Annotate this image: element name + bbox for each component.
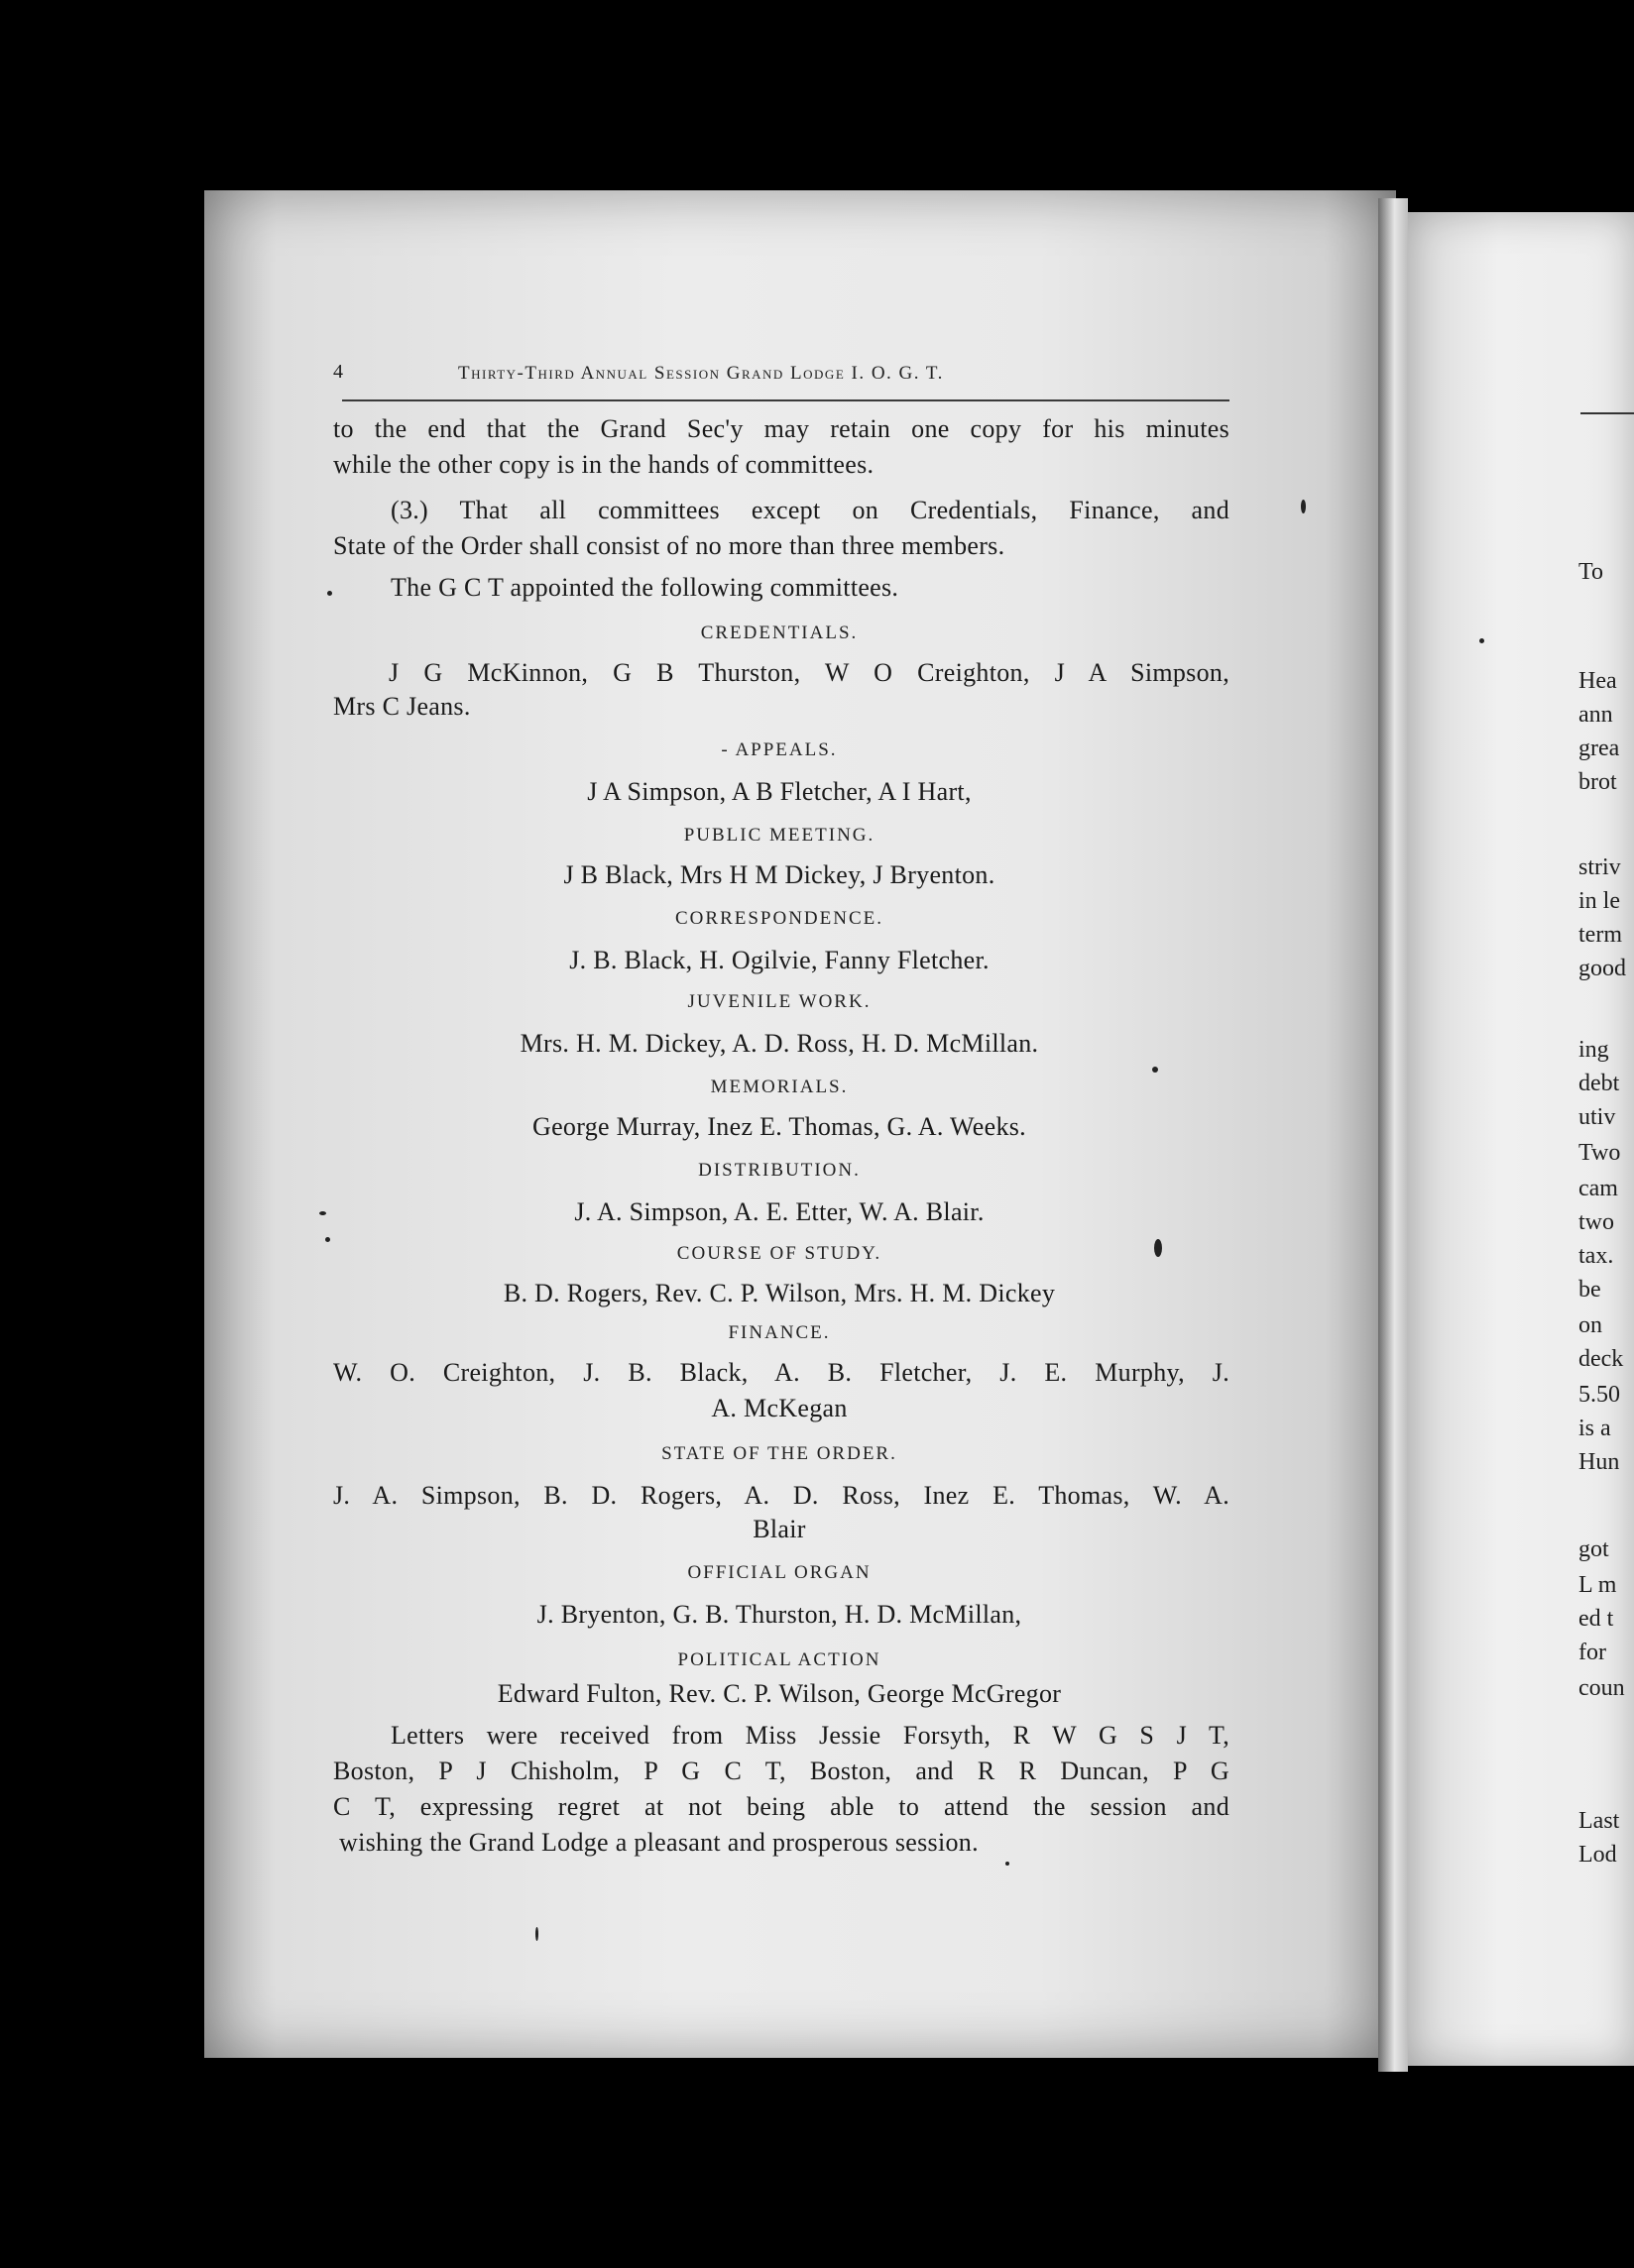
right-page-fragment: term [1578, 922, 1622, 948]
right-page-fragment: got [1578, 1536, 1609, 1562]
scan-speck [327, 591, 332, 596]
committee-heading-memorials: MEMORIALS. [710, 1077, 849, 1097]
committee-heading-public-meeting: PUBLIC MEETING. [683, 825, 875, 846]
page-number: 4 [333, 361, 343, 383]
right-page-fragment: Hun [1578, 1449, 1620, 1475]
committee-heading-credentials: CREDENTIALS. [700, 623, 859, 643]
right-page-fragment: grea [1578, 736, 1620, 761]
committee-heading-course-of-study: COURSE OF STUDY. [676, 1243, 882, 1264]
scan-speck [1154, 1239, 1162, 1257]
right-page-fragment: coun [1578, 1675, 1625, 1701]
right-page-fragment: utiv [1578, 1104, 1616, 1130]
body-line: State of the Order shall consist of no more than three members. [333, 531, 1005, 560]
right-page-fragment: two [1578, 1209, 1614, 1235]
scan-speck [319, 1211, 326, 1215]
right-page-fragment: ed t [1578, 1606, 1614, 1632]
right-page-fragment: To [1578, 559, 1603, 585]
right-page-fragment: on [1578, 1312, 1602, 1338]
header-rule [342, 399, 1229, 401]
body-line: wishing the Grand Lodge a pleasant and prosperous session. [339, 1828, 979, 1857]
committee-heading-distribution: DISTRIBUTION. [698, 1160, 861, 1181]
committee-heading-finance: FINANCE. [728, 1322, 831, 1343]
committee-members-public-meeting: J B Black, Mrs H M Dickey, J Bryenton. [563, 860, 995, 889]
right-page-fragment: deck [1578, 1346, 1624, 1372]
committee-members-correspondence: J. B. Black, H. Ogilvie, Fanny Fletcher. [569, 946, 990, 974]
running-head: Thirty-Third Annual Session Grand Lodge I. O. G. T. [458, 363, 944, 384]
scan-speck [1301, 500, 1306, 513]
right-page-fragment: ann [1578, 702, 1613, 728]
body-line: to the end that the Grand Sec'y may retain one copy for his minutes [333, 414, 1229, 443]
committee-heading-correspondence: CORRESPONDENCE. [675, 908, 883, 929]
right-page-fragment: cam [1578, 1176, 1618, 1201]
right-page-fragment: debt [1578, 1071, 1620, 1096]
right-page-fragment: is a [1578, 1416, 1611, 1441]
body-line: (3.) That all committees except on Credentials, Finance, and [391, 496, 1229, 524]
committee-heading-political-action: POLITICAL ACTION [677, 1649, 881, 1670]
scan-speck [1479, 638, 1484, 643]
right-page-rule [1580, 412, 1634, 414]
right-page-fragment: brot [1578, 769, 1617, 795]
right-page-fragment: Last [1578, 1808, 1620, 1834]
committee-members-political-action: Edward Fulton, Rev. C. P. Wilson, George McGregor [497, 1679, 1062, 1708]
scan-speck [535, 1927, 538, 1941]
right-page-fragment: Lod [1578, 1842, 1617, 1868]
body-line: Letters were received from Miss Jessie Forsyth, R W G S J T, [391, 1721, 1229, 1750]
body-line: Boston, P J Chisholm, P G C T, Boston, and R R Duncan, P G [333, 1757, 1229, 1785]
body-line: while the other copy is in the hands of committees. [333, 450, 875, 479]
right-page-fragment: tax. [1578, 1243, 1614, 1269]
committee-members-juvenile-work: Mrs. H. M. Dickey, A. D. Ross, H. D. McMillan. [520, 1029, 1039, 1058]
right-page-fragment: be [1578, 1277, 1601, 1303]
book-gutter [1378, 198, 1408, 2072]
scan-speck [1152, 1067, 1158, 1073]
committee-heading-state-of-the-order: STATE OF THE ORDER. [661, 1443, 897, 1464]
committee-members-memorials: George Murray, Inez E. Thomas, G. A. Weeks. [532, 1112, 1026, 1141]
committee-members-course-of-study: B. D. Rogers, Rev. C. P. Wilson, Mrs. H. M. Dickey [503, 1279, 1056, 1307]
committee-heading-appeals: - APPEALS. [721, 739, 838, 760]
committee-members-appeals: J A Simpson, A B Fletcher, A I Hart, [587, 777, 972, 806]
scan-speck [325, 1237, 330, 1242]
right-page-fragment: striv [1578, 854, 1621, 880]
body-line: C T, expressing regret at not being able to attend the session and [333, 1792, 1229, 1821]
body-line: The G C T appointed the following committees. [391, 573, 899, 602]
right-page-fragment: good [1578, 956, 1626, 981]
committee-heading-official-organ: OFFICIAL ORGAN [687, 1562, 872, 1583]
committee-members-finance: W. O. Creighton, J. B. Black, A. B. Fletcher, J. E. Murphy, J. [333, 1358, 1229, 1387]
committee-members-distribution: J. A. Simpson, A. E. Etter, W. A. Blair. [574, 1197, 985, 1226]
right-page-fragment: ing [1578, 1037, 1609, 1063]
committee-members-credentials: Mrs C Jeans. [333, 692, 471, 721]
committee-heading-juvenile-work: JUVENILE WORK. [687, 991, 872, 1012]
right-page-fragment: Hea [1578, 668, 1617, 694]
right-page-fragment: in le [1578, 888, 1620, 914]
scan-speck [1005, 1862, 1009, 1866]
right-page [1408, 212, 1634, 2066]
right-page-fragment: for [1578, 1640, 1606, 1665]
right-page-fragment: 5.50 [1578, 1382, 1620, 1408]
right-page-fragment: L m [1578, 1572, 1617, 1598]
committee-members-state-of-the-order: Blair [753, 1515, 806, 1543]
committee-members-state-of-the-order: J. A. Simpson, B. D. Rogers, A. D. Ross, Inez E. Thomas, W. A. [333, 1481, 1229, 1510]
committee-members-finance: A. McKegan [711, 1394, 848, 1422]
right-page-fragment: Two [1578, 1140, 1621, 1166]
committee-members-credentials: J G McKinnon, G B Thurston, W O Creighton, J A Simpson, [389, 658, 1229, 687]
committee-members-official-organ: J. Bryenton, G. B. Thurston, H. D. McMillan, [536, 1600, 1022, 1629]
